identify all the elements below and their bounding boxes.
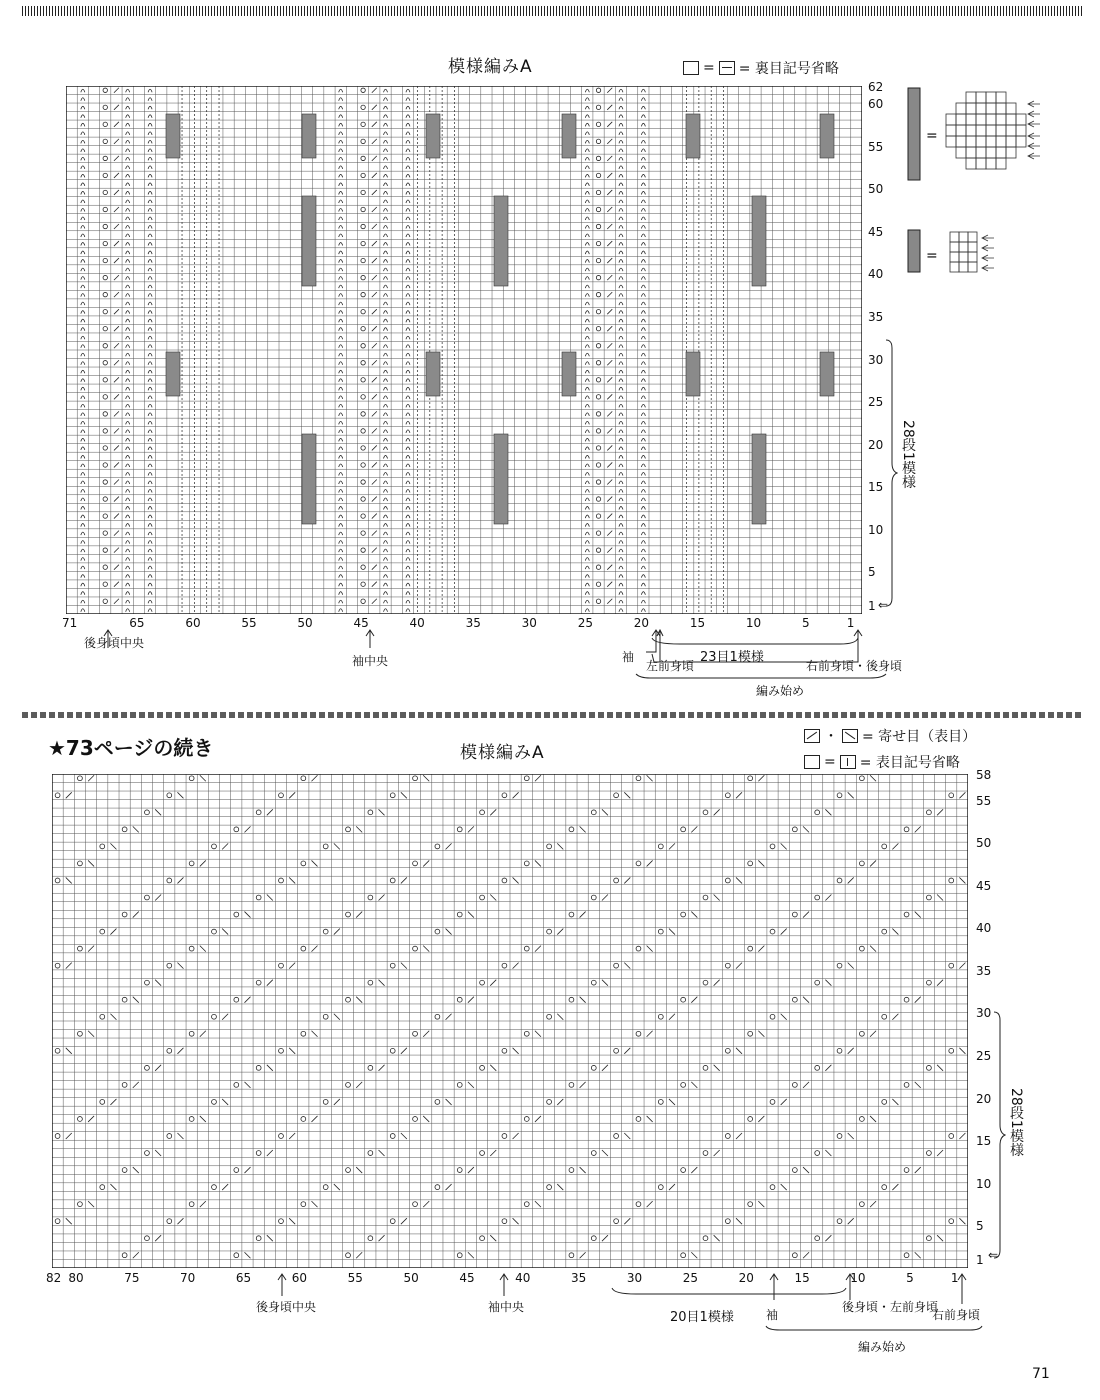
right-decrease-icon xyxy=(842,729,858,743)
col-number: 10 xyxy=(745,616,762,630)
row-number: 55 xyxy=(868,139,884,154)
back-left-front-label: 後身頃・左前身頃 xyxy=(842,1300,939,1314)
col-number: 15 xyxy=(689,616,706,630)
col-number: 50 xyxy=(297,616,313,630)
bottom-repeat-rows xyxy=(1008,1088,1024,1161)
back-center-label: 後身頃中央 xyxy=(84,636,145,650)
row-number: 50 xyxy=(868,182,884,197)
bottom-repeat-rows-text: 28段1模様 xyxy=(1008,1088,1024,1157)
top-row-arrow: ⇐ xyxy=(878,598,889,612)
sleeve-center-label: 袖中央 xyxy=(352,654,389,668)
col-number: 70 xyxy=(180,1271,196,1285)
row-number: 60 xyxy=(868,97,884,112)
section-separator xyxy=(22,712,1082,718)
left-decrease-icon xyxy=(804,729,820,743)
row-number: 40 xyxy=(976,921,992,936)
row-number: 45 xyxy=(976,878,992,893)
row-number: 35 xyxy=(868,309,884,324)
col-number: 50 xyxy=(403,1271,419,1285)
right-front-label: 右前身頃 xyxy=(932,1308,981,1322)
row-number: 25 xyxy=(868,395,884,410)
bottom-row-arrow: ⇐ xyxy=(988,1248,999,1262)
row-number: 25 xyxy=(976,1049,992,1064)
row-number: 15 xyxy=(976,1134,992,1149)
row-number: 58 xyxy=(976,768,992,782)
col-number: 20 xyxy=(738,1271,754,1285)
top-annotation-lines xyxy=(60,622,903,702)
cable-key-diagrams xyxy=(900,84,1060,284)
svg-text:=: = xyxy=(926,248,938,264)
col-number: 40 xyxy=(515,1271,531,1285)
col-number: 30 xyxy=(626,1271,643,1285)
row-number: 20 xyxy=(868,437,884,452)
col-number: 25 xyxy=(577,616,593,630)
col-number: 55 xyxy=(347,1271,363,1285)
bottom-start-label: 編み始め xyxy=(858,1340,907,1354)
row-number: 62 xyxy=(868,80,884,94)
blank-cell-icon xyxy=(804,755,820,769)
col-number: 45 xyxy=(459,1271,475,1285)
bottom-sleeve-label: 袖 xyxy=(766,1308,779,1322)
row-number: 35 xyxy=(976,963,992,978)
col-number: 45 xyxy=(353,616,369,630)
sleeve-label: 袖 xyxy=(622,650,635,664)
top-repeat-cols: 23目1模様 xyxy=(700,650,764,665)
col-number: 40 xyxy=(409,616,425,630)
col-number: 60 xyxy=(185,616,201,630)
top-knitting-grid xyxy=(66,86,862,614)
col-number: 1 xyxy=(950,1271,959,1285)
col-number: 80 xyxy=(68,1271,84,1285)
bottom-repeat-bracket xyxy=(992,1010,1006,1260)
col-number: 1 xyxy=(846,616,855,630)
bottom-repeat-cols: 20目1模様 xyxy=(670,1310,734,1325)
col-number: 60 xyxy=(291,1271,308,1285)
row-number: 1 xyxy=(976,1253,984,1268)
col-number: 30 xyxy=(521,616,537,630)
col-number: 35 xyxy=(465,616,481,630)
bottom-annotation-lines xyxy=(240,1268,1000,1348)
bottom-legend-2: = = 表目記号省略 xyxy=(804,752,960,772)
col-number: 82 xyxy=(46,1271,62,1285)
row-number: 50 xyxy=(976,836,992,851)
row-number: 15 xyxy=(868,480,884,495)
row-number: 1 xyxy=(868,599,876,614)
top-repeat-rows-text: 28段1模様 xyxy=(900,420,916,489)
col-number: 25 xyxy=(682,1271,698,1285)
bottom-chart-title: 模様編みA xyxy=(460,743,545,763)
row-number: 10 xyxy=(976,1176,992,1191)
right-front-back-label: 右前身頃・後身頃 xyxy=(806,659,903,673)
bottom-legend-1: ・ = 寄せ目（表目） xyxy=(804,726,976,746)
purl-cell-icon xyxy=(719,61,735,75)
row-number: 5 xyxy=(976,1219,984,1234)
col-number: 75 xyxy=(124,1271,140,1285)
col-number: 5 xyxy=(801,616,810,630)
top-repeat-rows xyxy=(900,420,916,493)
page-number: 71 xyxy=(1032,1366,1050,1382)
row-number: 45 xyxy=(868,224,884,239)
bottom-sleeve-center-label: 袖中央 xyxy=(488,1300,525,1314)
top-chart-title: 模様編みA xyxy=(448,57,533,77)
col-number: 65 xyxy=(129,616,145,630)
top-legend-text: = 裏目記号省略 xyxy=(738,61,839,77)
row-number: 55 xyxy=(976,793,992,808)
row-number: 30 xyxy=(976,1006,992,1021)
col-number: 35 xyxy=(571,1271,587,1285)
top-border-bar xyxy=(22,6,1082,16)
bottom-back-center-label: 後身頃中央 xyxy=(256,1300,317,1314)
blank-cell-icon xyxy=(683,61,699,75)
knit-cell-icon xyxy=(840,755,856,769)
continuation-heading: ★73ページの続き xyxy=(48,736,214,760)
col-number: 71 xyxy=(62,616,78,630)
row-number: 40 xyxy=(868,267,884,282)
col-number: 20 xyxy=(633,616,650,630)
top-chart-legend: = = 裏目記号省略 xyxy=(683,58,839,78)
col-number: 65 xyxy=(235,1271,252,1285)
row-number: 20 xyxy=(976,1091,992,1106)
row-number: 30 xyxy=(868,352,884,367)
bottom-legend-2-text: = 表目記号省略 xyxy=(859,755,960,771)
col-number: 15 xyxy=(794,1271,810,1285)
top-repeat-bracket xyxy=(884,338,898,608)
col-number: 10 xyxy=(850,1271,866,1285)
top-start-label: 編み始め xyxy=(756,684,805,698)
bottom-legend-1-text: = 寄せ目（表目） xyxy=(862,729,977,745)
bottom-knitting-grid xyxy=(52,774,968,1268)
svg-text:=: = xyxy=(926,128,938,144)
col-number: 5 xyxy=(906,1271,914,1285)
row-number: 10 xyxy=(868,522,884,537)
row-number: 5 xyxy=(868,565,876,580)
left-front-label: 左前身頃 xyxy=(646,659,695,673)
col-number: 55 xyxy=(241,616,257,630)
